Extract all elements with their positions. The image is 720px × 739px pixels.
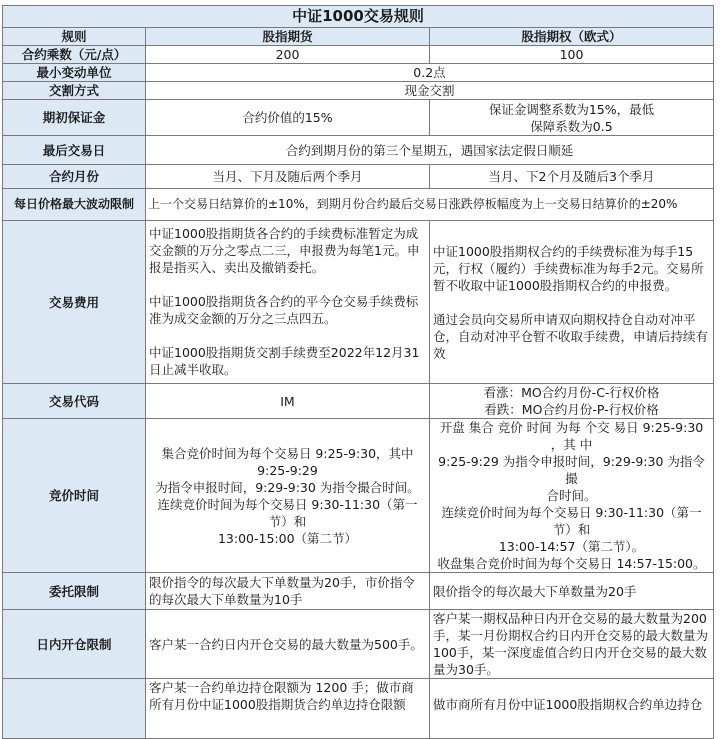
futures-cell (146, 679, 430, 739)
call-code: 看涨：MO合约月份-C-行权价格 (483, 385, 660, 400)
options-cell: 限价指令的每次最大下单数量为20手 (430, 573, 714, 610)
table-row (3, 610, 714, 679)
row-label: 交易代码 (3, 384, 146, 419)
auction-line: 13:00-14:57（第二节）。 (498, 539, 645, 554)
row-label: 每日价格最大波动限制 (3, 189, 146, 221)
header-options: 股指期权（欧式） (430, 28, 714, 46)
auction-line: 连续竞价时间为每个交易日 9:30-11:30（第一 (441, 505, 702, 520)
position-line: 客户某一合约单边持仓限额为 1200 手；做市商 (149, 680, 414, 695)
futures-cell: 限价指令的每次最大下单数量为20手，市价指令的每次最大下单数量为10手 (146, 573, 430, 610)
fee-paragraph: 中证1000股指期权合约的手续费标准为每手15元，行权（履约）手续费标准为每手2元。交易所暂不收取中证1000股指期权合约的申报费。 (433, 244, 704, 293)
trading-rules-table (2, 5, 714, 739)
table-row (3, 136, 714, 165)
merged-cell: 0.2点 (146, 64, 714, 82)
auction-line: 集合竞价时间为每个交易日 9:25-9:30，其中 (161, 445, 414, 461)
merged-cell: 上一个交易日结算价的±10%，到期月份合约最后交易日涨跌停板幅度为上一交易日结算价的±20% (146, 189, 714, 221)
table-row (3, 384, 714, 419)
auction-line: 9:25-9:29 为指令申报时间，9:29-9:30 为指令撮 (438, 454, 705, 486)
futures-cell: IM (146, 384, 430, 419)
options-margin-line: 保障系数为0.5 (530, 118, 613, 134)
table-row (3, 419, 714, 573)
row-label: 合约月份 (3, 165, 146, 189)
table-row (3, 165, 714, 189)
auction-line: 节）和 (552, 522, 591, 537)
futures-cell: 合约价值的15% (146, 100, 430, 136)
table-row (3, 100, 714, 136)
options-cell: 当月、下2个月及随后3个季月 (430, 165, 714, 189)
table-row (3, 64, 714, 82)
fee-paragraph: 中证1000股指期货交割手续费至2022年12月31日止减半收取。 (149, 345, 420, 377)
options-cell: 客户某一期权品种日内开仓交易的最大数量为200手，某一月份期权合约日内开仓交易的最大数量为100手，某一深度虚值合约日内开仓交易的最大数量为30手。 (430, 610, 714, 679)
auction-line: 9:25-9:29 (257, 462, 318, 478)
put-code: 看跌：MO合约月份-P-行权价格 (484, 402, 659, 417)
row-label: 最小变动单位 (3, 64, 146, 82)
options-cell (430, 221, 714, 384)
fee-paragraph: 中证1000股指期货各合约的平今仓交易手续费标准为成交金额的万分之三点四五。 (149, 294, 419, 326)
options-margin-line: 保证金调整系数为15%，最低 (488, 101, 655, 117)
auction-line: ，其 中 (550, 437, 593, 452)
row-label: 期初保证金 (3, 100, 146, 136)
header-rule: 规则 (3, 28, 146, 46)
futures-cell: 200 (146, 46, 430, 64)
row-label: 委托限制 (3, 573, 146, 610)
row-label (3, 679, 146, 739)
futures-cell (146, 419, 430, 573)
auction-line: 13:00-15:00（第二节） (217, 530, 358, 546)
table-title: 中证1000交易规则 (3, 6, 714, 28)
options-cell (430, 419, 714, 573)
options-cell (430, 384, 714, 419)
options-cell: 做市商所有月份中证1000股指期权合约单边持仓 (430, 679, 714, 739)
table-row (3, 679, 714, 739)
row-label: 日内开仓限制 (3, 610, 146, 679)
auction-line: 开盘 集合 竞价 时间 为每 个交 易日 9:25-9:30 (439, 420, 704, 435)
auction-line: 为指令申报时间，9:29-9:30 为指令撮合时间。 (155, 479, 420, 495)
auction-line: 合时间。 (546, 488, 597, 503)
table-row (3, 189, 714, 221)
header-futures: 股指期货 (146, 28, 430, 46)
merged-cell: 合约到期月份的第三个星期五，遇国家法定假日顺延 (146, 136, 714, 165)
row-label: 竞价时间 (3, 419, 146, 573)
fee-paragraph: 中证1000股指期货各合约的手续费标准暂定为成交金额的万分之零点二三，申报费为每笔1元。申报是指买入、卖出及撤销委托。 (149, 226, 420, 275)
futures-cell (146, 221, 430, 384)
row-label: 交割方式 (3, 82, 146, 100)
fee-paragraph: 通过会员向交易所申请双向期权持仓自动对冲平仓，自动对冲平仓暂不收取手续费，申请后持续有效 (433, 312, 709, 361)
table-row (3, 82, 714, 100)
row-label: 最后交易日 (3, 136, 146, 165)
auction-line: 节）和 (268, 513, 307, 529)
row-label: 合约乘数（元/点） (3, 46, 146, 64)
options-cell: 100 (430, 46, 714, 64)
position-line: 所有月份中证1000股指期货合约单边持仓限额 (149, 697, 406, 712)
table-row (3, 46, 714, 64)
futures-cell: 当月、下月及随后两个季月 (146, 165, 430, 189)
options-cell (430, 100, 714, 136)
auction-line: 收盘集合竞价时间为每个交易日 14:57-15:00。 (437, 556, 706, 571)
merged-cell: 现金交割 (146, 82, 714, 100)
row-label: 交易费用 (3, 221, 146, 384)
table-row (3, 221, 714, 384)
table-row (3, 573, 714, 610)
futures-cell: 客户某一合约日内开仓交易的最大数量为500手。 (146, 610, 430, 679)
auction-line: 连续竞价时间为每个交易日 9:30-11:30（第一 (157, 496, 418, 512)
